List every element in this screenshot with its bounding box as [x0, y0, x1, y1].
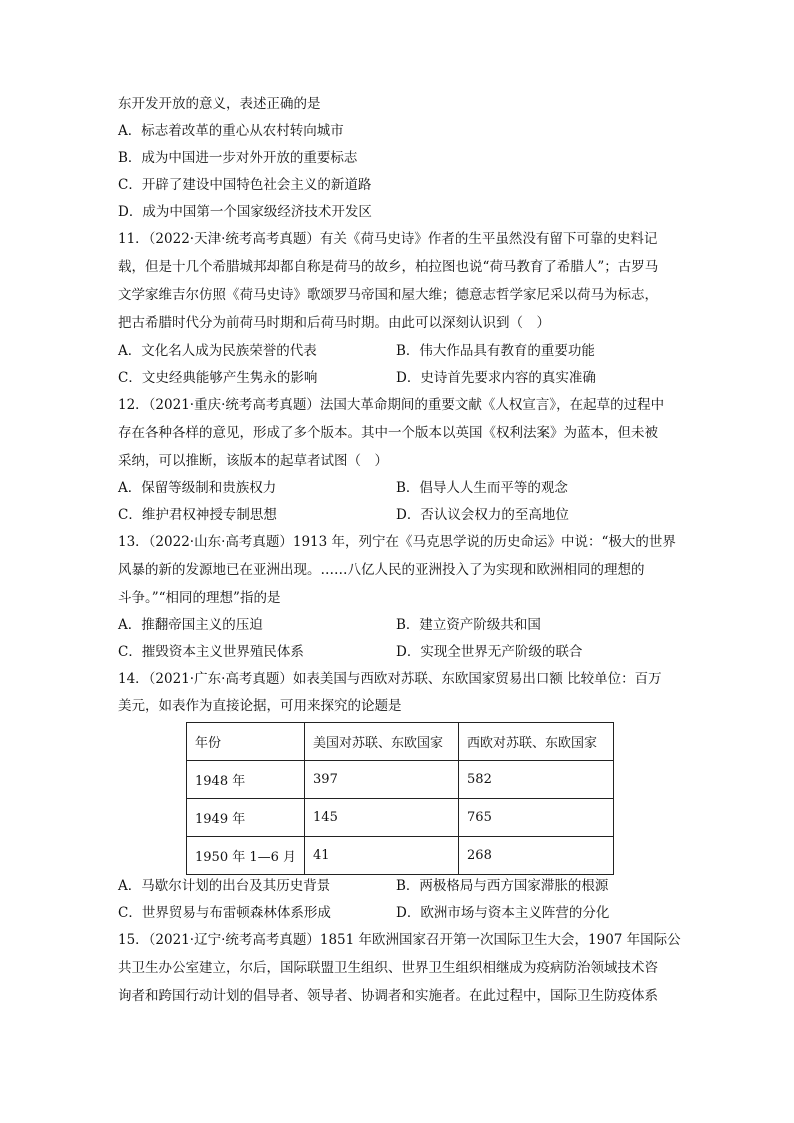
question-12-line: 存在各种各样的意见，形成了多个版本。其中一个版本以英国《权利法案》为蓝本，但未被 [118, 425, 658, 441]
table-cell: 1950 年 1—6 月 [187, 837, 305, 875]
option-a: A．文化名人成为民族荣誉的代表 [118, 343, 317, 359]
question-12-line: 采纳，可以推断，该版本的起草者试图（ ） [118, 453, 388, 469]
option-b: B．倡导人人生而平等的观念 [396, 480, 568, 496]
table-header-cell: 年份 [187, 723, 305, 761]
table-row [187, 837, 614, 875]
option-d: D．欧洲市场与资本主义阵营的分化 [396, 905, 610, 921]
option-a: A．标志着改革的重心从农村转向城市 [118, 123, 344, 139]
table-cell: 765 [459, 799, 614, 837]
table-cell: 397 [305, 761, 459, 799]
question-14-line: 14．（2021·广东·高考真题）如表美国与西欧对苏联、东欧国家贸易出口额 比较单位：百万 [118, 671, 662, 687]
question-11-line: 把古希腊时代分为前荷马时期和后荷马时期。由此可以深刻认识到（ ） [118, 315, 550, 331]
question-14-line: 美元，如表作为直接论据，可用来探究的论题是 [118, 698, 402, 714]
option-b: B．伟大作品具有教育的重要功能 [396, 343, 595, 359]
option-c: C．文史经典能够产生隽永的影响 [118, 370, 318, 386]
option-a: A．推翻帝国主义的压迫 [118, 617, 263, 633]
question-13-line: 13．（2022·山东·高考真题）1913 年，列宁在《马克思学说的历史命运》中说：“极大的世界 [118, 534, 676, 550]
table-row [187, 761, 614, 799]
question-15-line: 共卫生办公室建立，尔后，国际联盟卫生组织、世界卫生组织相继成为疫病防治领域技术咨 [118, 960, 658, 976]
option-d: D．成为中国第一个国家级经济技术开发区 [118, 204, 372, 220]
table-cell: 1949 年 [187, 799, 305, 837]
question-15-line: 15．（2021·辽宁·统考高考真题）1851 年欧洲国家召开第一次国际卫生大会，1907 年国际公 [118, 932, 681, 948]
q11-options-row-1 [118, 342, 317, 360]
table-cell: 41 [305, 837, 459, 875]
option-b: B．建立资产阶级共和国 [396, 617, 541, 633]
option-b: B．两极格局与西方国家滞胀的根源 [396, 878, 609, 894]
option-a: A．马歇尔计划的出台及其历史背景 [118, 878, 331, 894]
option-d: D．否认议会权力的至高地位 [396, 507, 569, 523]
option-c: C．世界贸易与布雷顿森林体系形成 [118, 905, 331, 921]
question-11-line: 11．（2022·天津·统考高考真题）有关《荷马史诗》作者的生平虽然没有留下可靠的史料记 [118, 231, 658, 247]
option-c: C．摧毁资本主义世界殖民体系 [118, 644, 304, 660]
table-row [187, 799, 614, 837]
table-cell: 268 [459, 837, 614, 875]
option-d: D．实现全世界无产阶级的联合 [396, 644, 583, 660]
table-header-row [187, 723, 614, 761]
table-header-cell: 西欧对苏联、东欧国家 [459, 723, 614, 761]
question-11-line: 文学家维吉尔仿照《荷马史诗》歌颂罗马帝国和屋大维；德意志哲学家尼采以荷马为标志， [118, 287, 658, 303]
option-d: D．史诗首先要求内容的真实准确 [396, 370, 596, 386]
trade-table [186, 722, 614, 875]
table-cell: 1948 年 [187, 761, 305, 799]
table-header-cell: 美国对苏联、东欧国家 [305, 723, 459, 761]
question-stem-line: 东开发开放的意义，表述正确的是 [118, 96, 321, 112]
question-13-line: 风暴的新的发源地已在亚洲出现。……八亿人民的亚洲投入了为实现和欧洲相同的理想的 [118, 562, 645, 578]
question-11-line: 载，但是十几个希腊城邦却都自称是荷马的故乡，柏拉图也说“荷马教育了希腊人”；古罗马 [118, 259, 659, 275]
option-c: C．开辟了建设中国特色社会主义的新道路 [118, 177, 372, 193]
table-cell: 145 [305, 799, 459, 837]
option-c: C．维护君权神授专制思想 [118, 507, 277, 523]
question-12-line: 12．（2021·重庆·统考高考真题）法国大革命期间的重要文献《人权宣言》，在起草的过程中 [118, 397, 665, 413]
table-cell: 582 [459, 761, 614, 799]
question-13-line: 斗争。”“相同的理想”指的是 [118, 590, 281, 606]
option-b: B．成为中国进一步对外开放的重要标志 [118, 150, 358, 166]
option-a: A．保留等级制和贵族权力 [118, 480, 277, 496]
question-15-line: 询者和跨国行动计划的倡导者、领导者、协调者和实施者。在此过程中，国际卫生防疫体系 [118, 988, 658, 1004]
